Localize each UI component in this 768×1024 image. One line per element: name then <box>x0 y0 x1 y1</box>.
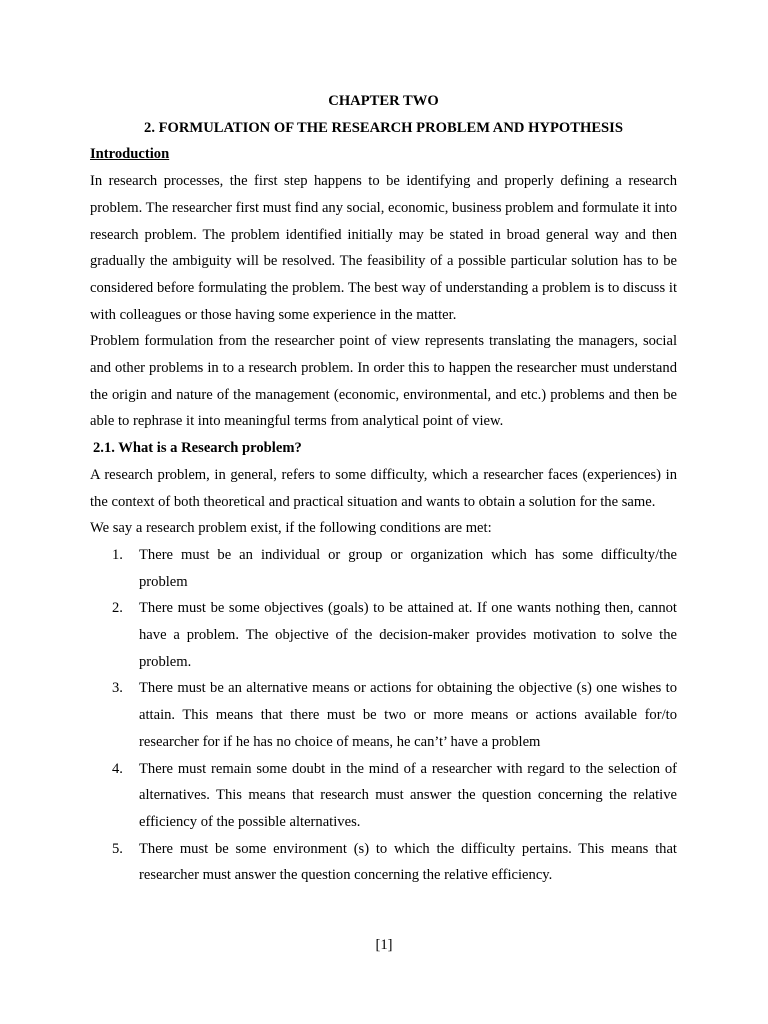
list-item-number: 2. <box>112 600 123 617</box>
list-item <box>90 836 677 889</box>
document-page <box>90 88 677 889</box>
conditions-list <box>90 542 677 889</box>
list-item <box>90 595 677 675</box>
chapter-title: CHAPTER TWO <box>328 93 439 109</box>
list-item-text: There must be an individual or group or organization which has some difficulty/the problem <box>139 546 677 590</box>
list-item <box>90 542 677 595</box>
list-item-number: 5. <box>112 840 123 857</box>
section-title: 2. FORMULATION OF THE RESEARCH PROBLEM AND HYPOTHESIS <box>144 119 623 136</box>
page-number: [1] <box>375 937 393 953</box>
subsection-title: 2.1. What is a Research problem? <box>93 440 302 457</box>
list-item-text: There must be an alternative means or actions for obtaining the objective (s) one wishes to attain. This means that there must be two or more means or actions available for/to researcher for if he has no choice of means, he can’t’ have a problem <box>139 680 677 750</box>
list-item-text: There must be some environment (s) to which the difficulty pertains. This means that researcher must answer the question concerning the relative efficiency. <box>139 840 677 884</box>
list-item <box>90 756 677 836</box>
list-item-number: 3. <box>112 680 123 697</box>
definition-paragraph: A research problem, in general, refers to some difficulty, which a researcher faces (experiences) in the context of both theoretical and practical situation and wants to obtain a solution for the same. <box>90 466 677 510</box>
intro-heading: Introduction <box>90 146 170 163</box>
list-item-text: There must remain some doubt in the mind of a researcher with regard to the selection of alternatives. This means that research must answer the question concerning the relative efficiency of the possible alternatives. <box>139 760 677 830</box>
intro-paragraph: In research processes, the first step happens to be identifying and properly defining a research problem. The researcher first must find any social, economic, business problem and formulate it into research problem. The problem identified initially may be stated in broad general way and then gradually the ambiguity will be resolved. The feasibility of a possible particular solution has to be considered before formulating the problem. The best way of understanding a problem is to discuss it with colleagues or those having some experience in the matter. <box>90 173 677 323</box>
intro-paragraph: Problem formulation from the researcher point of view represents translating the managers, social and other problems in to a research problem. In order this to happen the researcher must understand the origin and nature of the management (economic, environmental, and etc.) problems and then be able to rephrase it into meaningful terms from analytical point of view. <box>90 333 677 430</box>
list-item <box>90 675 677 755</box>
list-item-number: 4. <box>112 760 123 777</box>
list-item-number: 1. <box>112 546 123 563</box>
conditions-intro: We say a research problem exist, if the following conditions are met: <box>90 520 492 537</box>
list-item-text: There must be some objectives (goals) to be attained at. If one wants nothing then, cannot have a problem. The objective of the decision-maker provides motivation to solve the problem. <box>139 600 677 670</box>
